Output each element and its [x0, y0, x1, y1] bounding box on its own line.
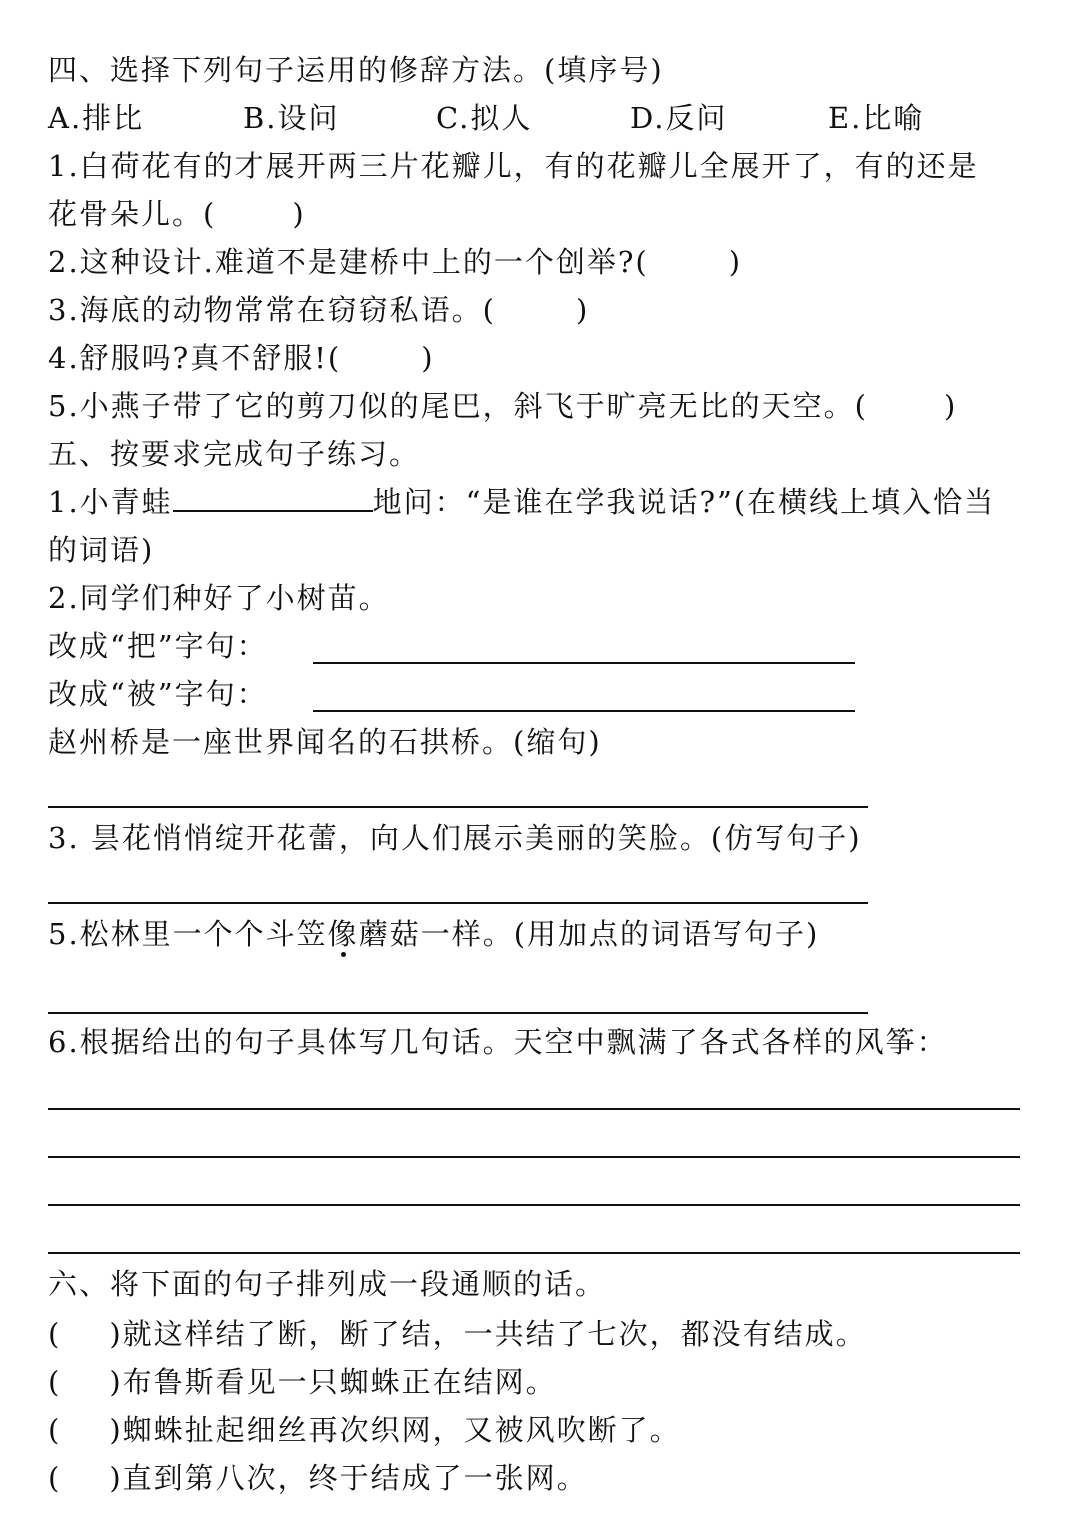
s6-item-1-text: 就这样结了断，断了结，一共结了七次，都没有结成。: [122, 1317, 867, 1351]
s4-q5: [48, 386, 957, 426]
s6-item-2-close: ): [109, 1365, 123, 1399]
s6-item-1: [48, 1314, 867, 1354]
suoju-answer-line[interactable]: [48, 806, 868, 808]
s5-bei-sentence: [48, 674, 268, 714]
s4-q1-line2: [48, 194, 306, 234]
ba-answer-line[interactable]: [313, 662, 855, 664]
s6-item-2-text: 布鲁斯看见一只蜘蛛正在结网。: [122, 1365, 557, 1399]
bei-answer-line[interactable]: [313, 710, 855, 712]
s6-item-3-close: ): [109, 1413, 123, 1447]
s5-q5-prefix: 5.松林里一个个斗笠: [48, 917, 328, 951]
s5-q2: 2.同学们种好了小树苗。: [48, 581, 390, 615]
s5-q1-line1: [48, 482, 995, 522]
s4-q1-close: ): [292, 197, 306, 231]
s6-item-4-text: 直到第八次，终于结成了一张网。: [122, 1461, 588, 1495]
s4-q5-text: 5.小燕子带了它的剪刀似的尾巴，斜飞于旷亮无比的天空。(: [48, 389, 868, 423]
s5-q5-suffix: 蘑菇一样。(用加点的词语写句子): [358, 917, 820, 951]
section6-title: 六、将下面的句子排列成一段通顺的话。: [48, 1267, 607, 1301]
q6-answer-line-2[interactable]: [48, 1156, 1020, 1158]
s5-q1-suffix: 地问：“是谁在学我说话?”(在横线上填入恰当: [372, 485, 996, 519]
s4-q5-close: ): [943, 389, 958, 423]
q6-answer-line-4[interactable]: [48, 1252, 1020, 1254]
s6-item-4-close: ): [109, 1461, 123, 1495]
s6-item-4-open: (: [48, 1461, 62, 1495]
s5-bei-label: 改成“被”字句：: [48, 677, 268, 711]
s6-item-3: [48, 1410, 681, 1450]
s6-item-3-open: (: [48, 1413, 62, 1447]
q6-answer-line-3[interactable]: [48, 1204, 1020, 1206]
s4-q2: [48, 242, 742, 282]
q3-answer-line[interactable]: [48, 902, 868, 904]
s6-item-1-open: (: [48, 1317, 62, 1351]
section4-title: 四、选择下列句子运用的修辞方法。(填序号): [48, 53, 664, 87]
s6-item-3-text: 蜘蛛扯起细丝再次织网，又被风吹断了。: [122, 1413, 681, 1447]
s4-q2-close: ): [728, 245, 743, 279]
option-c: C.拟人: [436, 101, 533, 135]
s5-ba-label: 改成“把”字句：: [48, 629, 268, 663]
s6-item-1-close: ): [109, 1317, 123, 1351]
s4-q4-text: 4.舒服吗?真不舒服!(: [48, 341, 342, 375]
s4-q3-text: 3.海底的动物常常在窃窃私语。(: [48, 293, 496, 327]
s5-q1-fill-line[interactable]: [173, 482, 373, 512]
option-b: B.设问: [243, 101, 340, 135]
s6-item-2: [48, 1362, 557, 1402]
option-a: A.排比: [48, 101, 145, 135]
s4-q4-close: ): [421, 341, 435, 375]
s4-q1-text: 花骨朵儿。(: [48, 197, 217, 231]
s4-q3-close: ): [575, 293, 590, 327]
option-e: E.比喻: [828, 101, 925, 135]
s5-ba-sentence: [48, 626, 268, 666]
s4-q4: [48, 338, 435, 378]
s5-q6: 6.根据给出的句子具体写几句话。天空中飘满了各式各样的风筝：: [48, 1025, 948, 1059]
q6-answer-line-1[interactable]: [48, 1108, 1020, 1110]
s4-q3: [48, 290, 589, 330]
s6-item-2-open: (: [48, 1365, 62, 1399]
q5-answer-line[interactable]: [48, 1012, 868, 1014]
s5-q1-prefix: 1.小青蛙: [48, 485, 173, 519]
s4-q1-line1: 1.白荷花有的才展开两三片花瓣儿，有的花瓣儿全展开了，有的还是: [48, 149, 979, 183]
option-d: D.反问: [630, 101, 728, 135]
s6-item-4: [48, 1458, 588, 1498]
s4-q2-text: 2.这种设计.难道不是建桥中上的一个创举?(: [48, 245, 649, 279]
section5-title: 五、按要求完成句子练习。: [48, 437, 421, 471]
s5-q1-line2: 的词语): [48, 533, 155, 567]
s5-q3: 3. 昙花悄悄绽开花蕾，向人们展示美丽的笑脸。(仿写句子): [48, 821, 862, 855]
s5-suoju: 赵州桥是一座世界闻名的石拱桥。(缩句): [48, 725, 602, 759]
s5-q5-dotted-word: 像: [327, 917, 359, 951]
s5-q5: [48, 914, 819, 954]
